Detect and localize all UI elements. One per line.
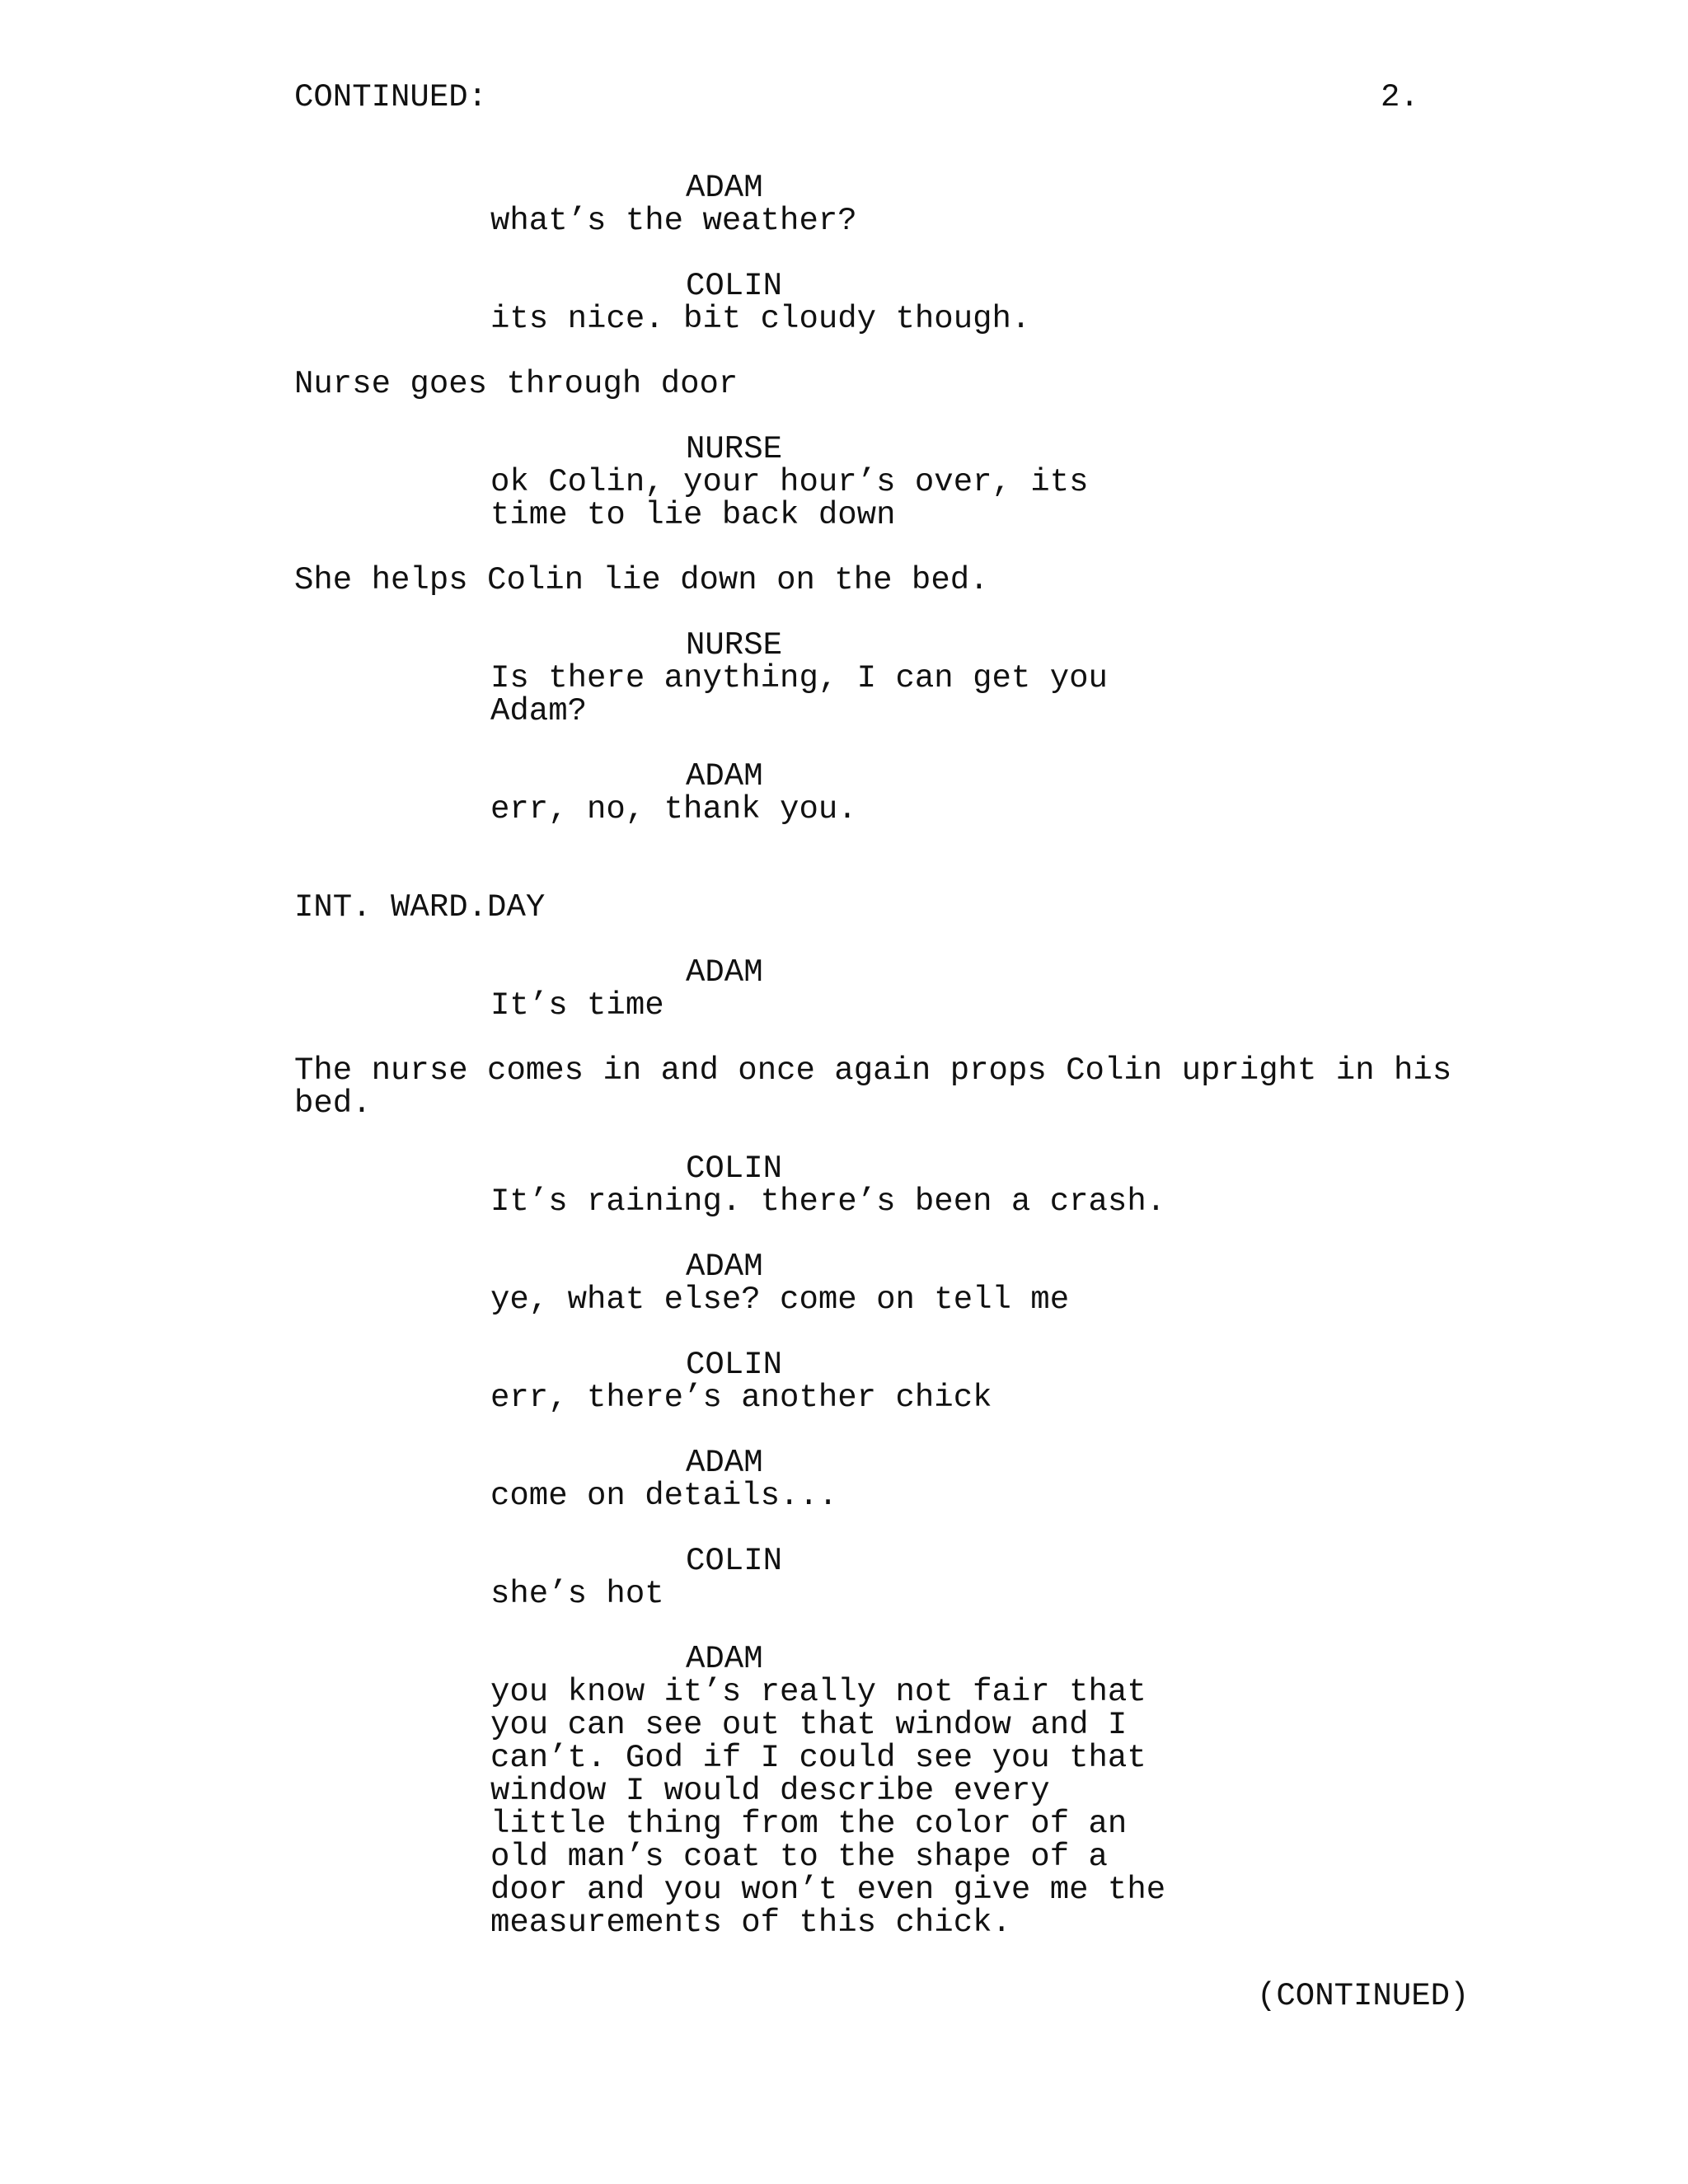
dialogue: err, there’s another chick — [490, 1380, 992, 1416]
action-line: The nurse comes in and once again props Colin upright in his bed. — [294, 1052, 1452, 1122]
page-number: 2. — [1381, 79, 1419, 115]
character-name: ADAM — [686, 758, 763, 794]
dialogue: err, no, thank you. — [490, 791, 857, 827]
continued-footer: (CONTINUED) — [1257, 1978, 1470, 2014]
dialogue: you know it’s really not fair that you can see out that window and I can’t. God if I could see you that window I would describe every little thing from the color of an old man’s coat to the shape of a door and you won’t even give me the measurements of this chick. — [490, 1674, 1166, 1941]
dialogue: its nice. bit cloudy though. — [490, 301, 1031, 337]
character-name: COLIN — [686, 1151, 783, 1187]
dialogue: ok Colin, your hour’s over, its time to lie back down — [490, 464, 1089, 533]
action-line: She helps Colin lie down on the bed. — [294, 562, 989, 598]
action-line: Nurse goes through door — [294, 366, 738, 402]
scene-heading: INT. WARD.DAY — [294, 889, 546, 926]
dialogue: Is there anything, I can get you Adam? — [490, 660, 1108, 729]
continued-header: CONTINUED: — [294, 79, 488, 115]
character-name: COLIN — [686, 268, 783, 304]
dialogue: It’s raining. there’s been a crash. — [490, 1183, 1166, 1220]
character-name: ADAM — [686, 1641, 763, 1677]
character-name: ADAM — [686, 170, 763, 206]
character-name: ADAM — [686, 954, 763, 991]
character-name: COLIN — [686, 1347, 783, 1383]
character-name: NURSE — [686, 431, 783, 467]
character-name: COLIN — [686, 1543, 783, 1579]
character-name: ADAM — [686, 1249, 763, 1285]
dialogue: It’s time — [490, 987, 664, 1024]
character-name: ADAM — [686, 1445, 763, 1481]
character-name: NURSE — [686, 627, 783, 663]
dialogue: come on details... — [490, 1478, 838, 1514]
dialogue: she’s hot — [490, 1576, 664, 1612]
dialogue: what’s the weather? — [490, 203, 857, 239]
dialogue: ye, what else? come on tell me — [490, 1282, 1070, 1318]
